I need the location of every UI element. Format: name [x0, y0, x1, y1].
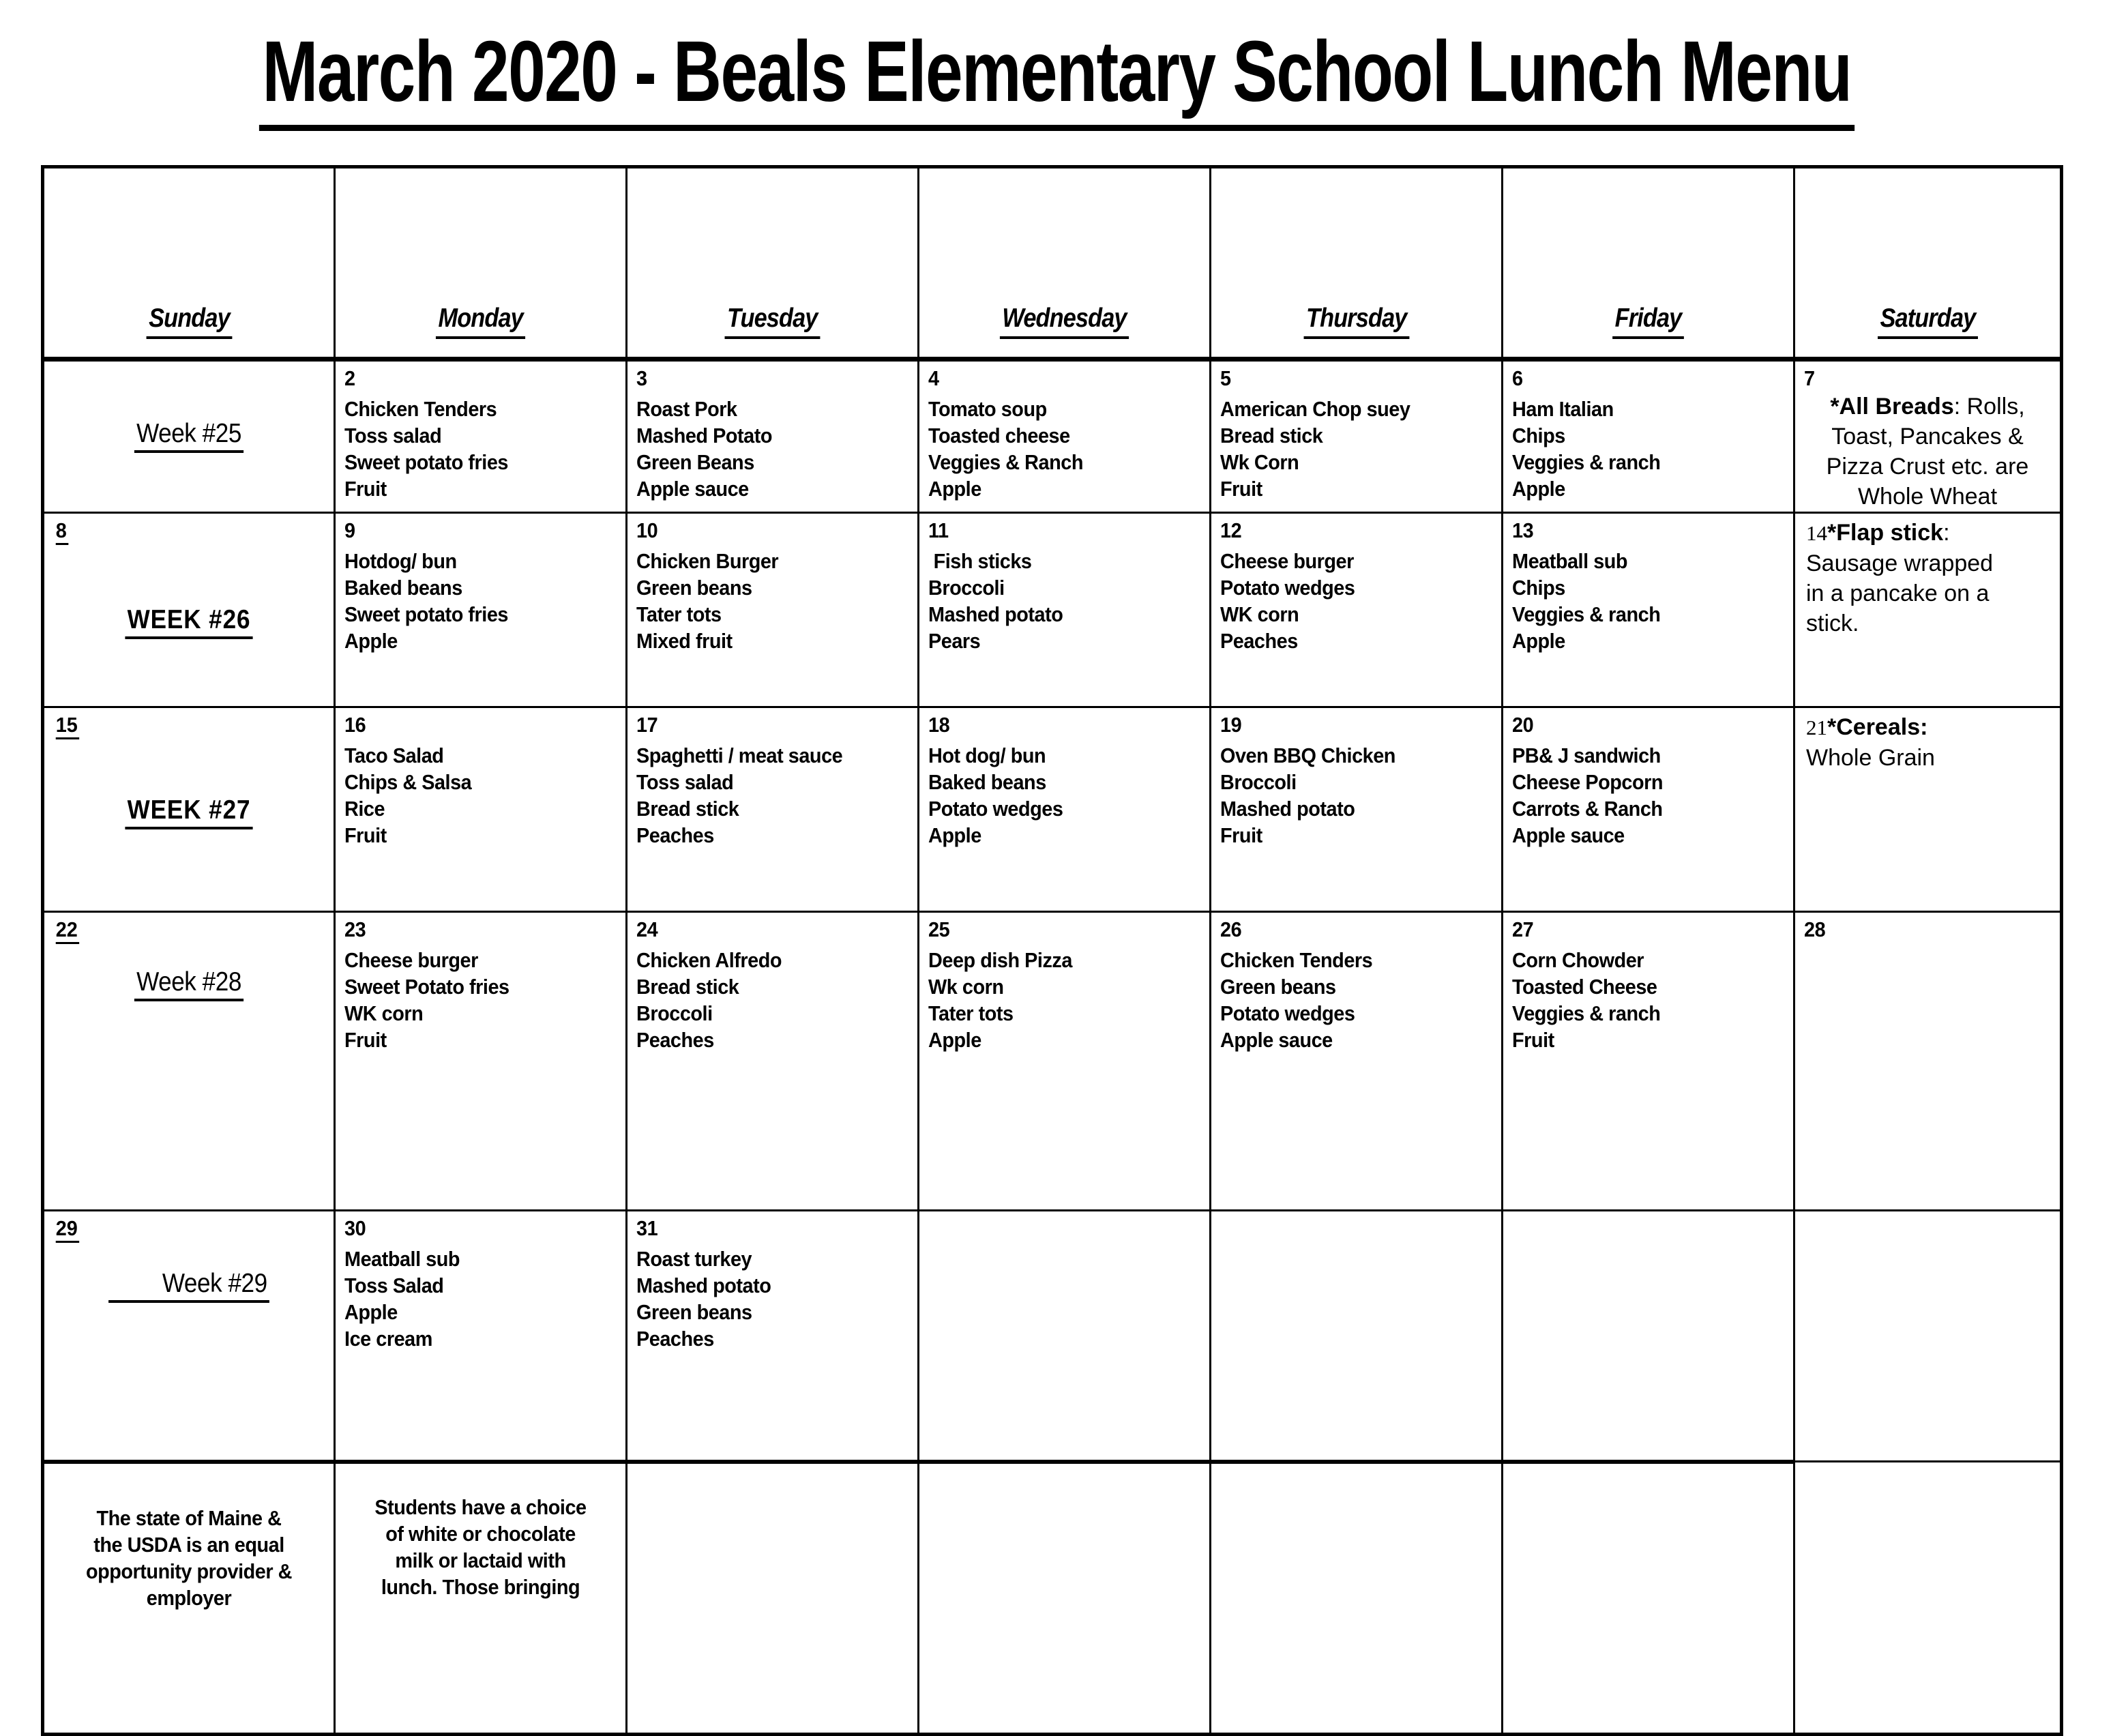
date-number: 9 [344, 518, 355, 542]
date-number: 12 [1220, 518, 1242, 542]
date-number: 30 [344, 1216, 366, 1240]
milk-choice-cell [335, 1462, 627, 1735]
date-number: 20 [1512, 713, 1534, 737]
cell-mar-13 [1503, 513, 1794, 707]
empty-cell [919, 1211, 1211, 1462]
cell-mar-16 [335, 707, 627, 912]
date-number: 8 [44, 514, 313, 542]
calendar-table [41, 165, 2063, 1736]
date-number: 13 [1512, 518, 1534, 542]
day-header-friday-label: Friday [1612, 304, 1684, 339]
empty-cell [1794, 1211, 2062, 1462]
day-header-tuesday [627, 167, 919, 359]
cell-mar-4 [919, 359, 1211, 513]
day-header-monday [335, 167, 627, 359]
empty-cell [1211, 1211, 1503, 1462]
day-header-saturday-label: Saturday [1878, 304, 1978, 339]
week-label-29: Week #29 [59, 1269, 319, 1299]
day-header-thursday [1211, 167, 1503, 359]
cell-mar-11 [919, 513, 1211, 707]
cell-mar-2 [335, 359, 627, 513]
cell-mar-24 [627, 912, 919, 1211]
usda-statement: The state of Maine & the USDA is an equal opportunity provider & employer [85, 1505, 293, 1610]
week-row-25 [43, 359, 2062, 513]
footer-row [43, 1462, 2062, 1735]
cell-mar-20 [1503, 707, 1794, 912]
date-number: 27 [1512, 917, 1534, 941]
week-label-26: WEEK #26 [59, 605, 319, 635]
flap-stick-note: 14*Flap stick: Sausage wrapped in a pancake on a stick. [1806, 520, 1994, 636]
empty-cell [1503, 1211, 1794, 1462]
cell-mar-23 [335, 912, 627, 1211]
cell-mar-14 [1794, 513, 2062, 707]
cell-mar-31 [627, 1211, 919, 1462]
day-header-saturday [1794, 167, 2062, 359]
date-number: 15 [44, 708, 313, 737]
date-number: 24 [636, 917, 658, 941]
date-number: 18 [928, 713, 950, 737]
cell-mar-7 [1794, 359, 2062, 513]
cell-mar-30 [335, 1211, 627, 1462]
menu-list: Hotdog/ bun Baked beans Sweet potato fries Apple [344, 549, 508, 653]
cell-mar-19 [1211, 707, 1503, 912]
week-label-28: Week #28 [59, 967, 319, 997]
usda-statement-cell [43, 1462, 335, 1735]
week-row-27 [43, 707, 2062, 912]
day-header-wednesday [919, 167, 1211, 359]
cell-week27-sunday [43, 707, 335, 912]
date-number: 23 [344, 917, 366, 941]
page-title [0, 25, 2113, 131]
date-number: 6 [1512, 366, 1523, 390]
day-header-row [43, 167, 2062, 359]
date-number: 7 [1804, 366, 1815, 390]
calendar-clip-region [41, 165, 2064, 1610]
day-header-sunday-label: Sunday [146, 304, 232, 339]
menu-list: Hot dog/ bun Baked beans Potato wedges Apple [928, 744, 1063, 847]
date-number: 26 [1220, 917, 1242, 941]
menu-list: Cheese burger Sweet Potato fries WK corn Fruit [344, 948, 509, 1052]
cell-mar-10 [627, 513, 919, 707]
menu-list: Roast turkey Mashed potato Green beans Peaches [636, 1247, 771, 1351]
cell-week28-sunday [43, 912, 335, 1211]
date-number: 17 [636, 713, 658, 737]
menu-list: Deep dish Pizza Wk corn Tater tots Apple [928, 948, 1072, 1052]
day-header-sunday [43, 167, 335, 359]
date-number: 3 [636, 366, 647, 390]
menu-list: PB& J sandwich Cheese Popcorn Carrots & Ranch Apple sauce [1512, 744, 1664, 847]
date-number: 29 [44, 1211, 313, 1240]
date-number: 14 [1806, 521, 1827, 545]
menu-list: Taco Salad Chips & Salsa Rice Fruit [344, 744, 472, 847]
date-number: 11 [928, 518, 949, 542]
day-header-friday [1503, 167, 1794, 359]
cereals-note: 21*Cereals: Whole Grain [1806, 714, 1935, 771]
day-header-tuesday-label: Tuesday [725, 304, 821, 339]
menu-list: Chicken Burger Green beans Tater tots Mixed fruit [636, 549, 779, 653]
page-title-text: March 2020 - Beals Elementary School Lunch Menu [258, 25, 1854, 131]
cell-week25-sunday [43, 359, 335, 513]
date-number: 5 [1220, 366, 1231, 390]
menu-list: Chicken Tenders Green beans Potato wedges Apple sauce [1220, 948, 1373, 1052]
cell-week26-sunday [43, 513, 335, 707]
cell-mar-12 [1211, 513, 1503, 707]
menu-list: Roast Pork Mashed Potato Green Beans Apple sauce [636, 397, 773, 501]
menu-list: American Chop suey Bread stick Wk Corn Fruit [1220, 397, 1410, 501]
cell-mar-27 [1503, 912, 1794, 1211]
menu-list: Oven BBQ Chicken Broccoli Mashed potato Fruit [1220, 744, 1395, 847]
date-number: 19 [1220, 713, 1242, 737]
day-header-monday-label: Monday [436, 304, 525, 339]
empty-cell [919, 1462, 1211, 1735]
menu-list: Chicken Tenders Toss salad Sweet potato fries Fruit [344, 397, 508, 501]
menu-list: Fish sticks Broccoli Mashed potato Pears [928, 549, 1063, 653]
cell-mar-3 [627, 359, 919, 513]
date-number: 31 [636, 1216, 658, 1240]
week-row-29 [43, 1211, 2062, 1462]
cell-mar-21 [1794, 707, 2062, 912]
cell-week29-sunday [43, 1211, 335, 1462]
milk-choice-note: Students have a choice of white or chocolate milk or lactaid with lunch. Those bringing [374, 1495, 587, 1599]
week-label-25: Week #25 [59, 419, 319, 449]
menu-list: Chicken Alfredo Bread stick Broccoli Peaches [636, 948, 782, 1052]
menu-list: Cheese burger Potato wedges WK corn Peaches [1220, 549, 1355, 653]
day-header-thursday-label: Thursday [1303, 304, 1408, 339]
cell-mar-9 [335, 513, 627, 707]
cell-mar-28 [1794, 912, 2062, 1211]
menu-list: Meatball sub Toss Salad Apple Ice cream [344, 1247, 460, 1351]
cell-mar-6 [1503, 359, 1794, 513]
date-number: 16 [344, 713, 366, 737]
date-number: 4 [928, 366, 939, 390]
menu-list: Tomato soup Toasted cheese Veggies & Ranch Apple [928, 397, 1083, 501]
empty-cell [1211, 1462, 1503, 1735]
menu-list: Spaghetti / meat sauce Toss salad Bread stick Peaches [636, 744, 843, 847]
day-header-wednesday-label: Wednesday [1000, 304, 1129, 339]
all-breads-note: *All Breads: Rolls, Toast, Pancakes & Pizza Crust etc. are Whole Wheat [1826, 394, 2029, 510]
date-number: 25 [928, 917, 950, 941]
date-number: 28 [1804, 917, 1826, 941]
cell-mar-5 [1211, 359, 1503, 513]
week-label-27: WEEK #27 [59, 795, 319, 825]
date-number: 2 [344, 366, 355, 390]
week-row-28 [43, 912, 2062, 1211]
cell-mar-26 [1211, 912, 1503, 1211]
menu-list: Ham Italian Chips Veggies & ranch Apple [1512, 397, 1661, 501]
cell-mar-18 [919, 707, 1211, 912]
empty-cell [1503, 1462, 1794, 1735]
date-number: 10 [636, 518, 658, 542]
menu-list: Meatball sub Chips Veggies & ranch Apple [1512, 549, 1661, 653]
date-number: 21 [1806, 716, 1827, 739]
empty-cell [627, 1462, 919, 1735]
menu-list: Corn Chowder Toasted Cheese Veggies & ranch Fruit [1512, 948, 1661, 1052]
week-row-26 [43, 513, 2062, 707]
cell-mar-17 [627, 707, 919, 912]
date-number: 22 [44, 913, 313, 941]
cell-mar-25 [919, 912, 1211, 1211]
